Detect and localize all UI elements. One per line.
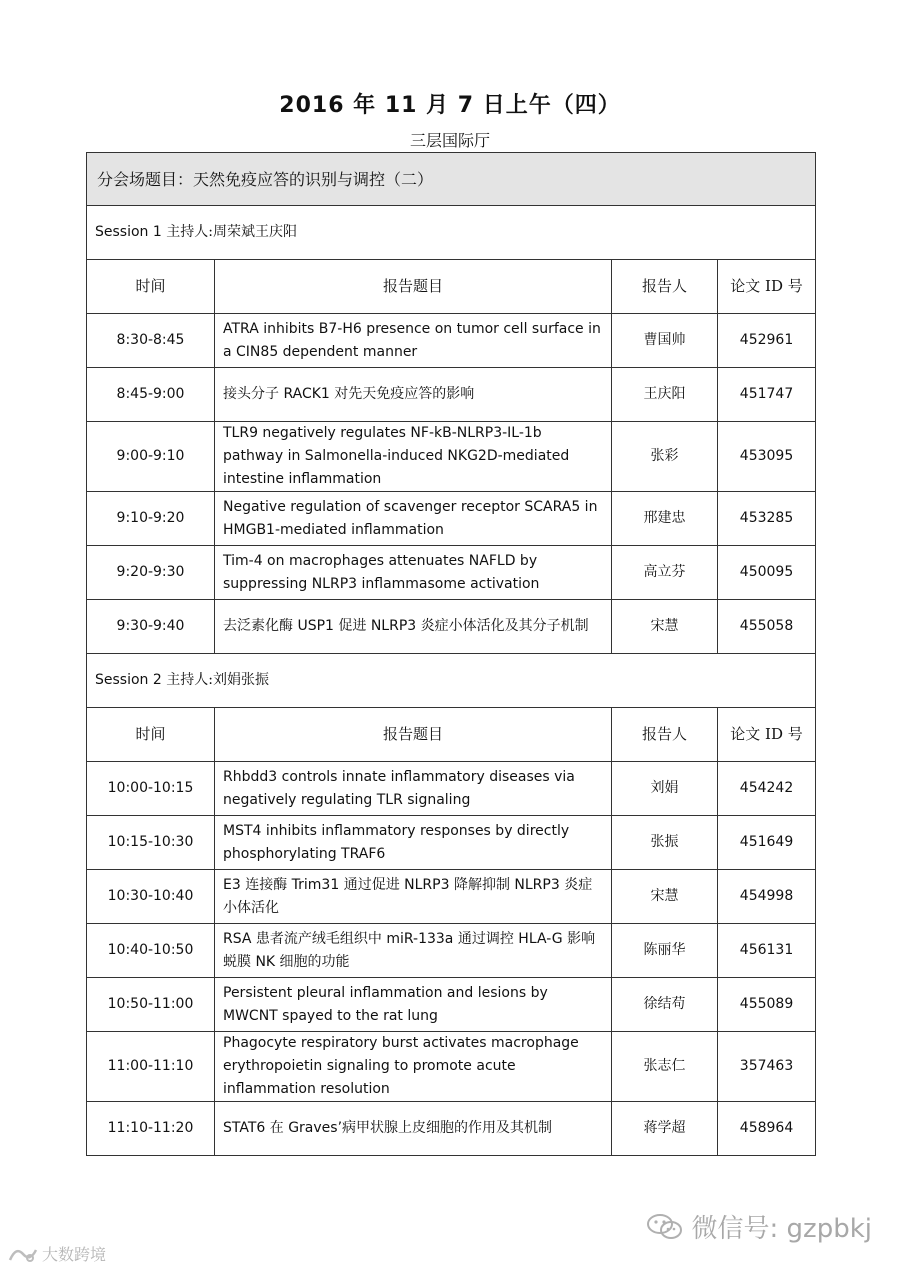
table-row [87, 422, 816, 492]
cell-topic: 去泛素化酶 USP1 促进 NLRP3 炎症小体活化及其分子机制 [215, 600, 612, 654]
cell-paper-id: 357463 [718, 1032, 816, 1102]
cell-time: 11:00-11:10 [87, 1032, 215, 1102]
column-header-row [87, 708, 816, 762]
cell-paper-id: 450095 [718, 546, 816, 600]
cell-speaker: 高立芬 [612, 546, 718, 600]
table-row [87, 1032, 816, 1102]
wechat-icon [646, 1213, 684, 1241]
cell-topic: Tim-4 on macrophages attenuates NAFLD by suppressing NLRP3 inflammasome activation [215, 546, 612, 600]
header-paper-id: 论文 ID 号 [718, 708, 816, 762]
cell-speaker: 宋慧 [612, 600, 718, 654]
cell-topic: 接头分子 RACK1 对先天免疫应答的影响 [215, 368, 612, 422]
column-header-row [87, 260, 816, 314]
cell-speaker: 刘娟 [612, 762, 718, 816]
header-topic: 报告题目 [215, 260, 612, 314]
cell-topic: TLR9 negatively regulates NF-kB-NLRP3-IL-1b pathway in Salmonella-induced NKG2D-mediated intestine inflammation [215, 422, 612, 492]
cell-topic: E3 连接酶 Trim31 通过促进 NLRP3 降解抑制 NLRP3 炎症小体活化 [215, 870, 612, 924]
header-topic: 报告题目 [215, 708, 612, 762]
session-banner-row [87, 153, 816, 206]
table-row [87, 1102, 816, 1156]
session-label: Session 2 [95, 672, 162, 688]
table-row [87, 762, 816, 816]
session-heading [87, 206, 816, 260]
table-row [87, 924, 816, 978]
table-row [87, 492, 816, 546]
session-heading-row [87, 654, 816, 708]
table-row [87, 600, 816, 654]
cell-topic: MST4 inhibits inflammatory responses by directly phosphorylating TRAF6 [215, 816, 612, 870]
cell-paper-id: 454242 [718, 762, 816, 816]
footer-logo-text: 大数跨境 [42, 1245, 107, 1264]
table-row [87, 870, 816, 924]
cell-topic: Persistent pleural inflammation and lesions by MWCNT spayed to the rat lung [215, 978, 612, 1032]
session-label: Session 1 [95, 224, 162, 240]
cell-time: 10:50-11:00 [87, 978, 215, 1032]
cell-time: 9:00-9:10 [87, 422, 215, 492]
cell-time: 8:30-8:45 [87, 314, 215, 368]
cell-speaker: 邢建忠 [612, 492, 718, 546]
cell-paper-id: 458964 [718, 1102, 816, 1156]
header-speaker: 报告人 [612, 260, 718, 314]
cell-paper-id: 455089 [718, 978, 816, 1032]
table-row [87, 816, 816, 870]
cell-topic: Phagocyte respiratory burst activates macrophage erythropoietin signaling to promote acute inflammation resolution [215, 1032, 612, 1102]
table-row [87, 368, 816, 422]
cell-paper-id: 451747 [718, 368, 816, 422]
cell-paper-id: 455058 [718, 600, 816, 654]
cell-speaker: 曹国帅 [612, 314, 718, 368]
cell-paper-id: 452961 [718, 314, 816, 368]
wechat-watermark [646, 1208, 872, 1245]
session-chairs: 主持人:周荣斌王庆阳 [166, 224, 297, 240]
cell-paper-id: 451649 [718, 816, 816, 870]
venue-label: 三层国际厅 [409, 131, 490, 150]
schedule-table [86, 152, 816, 1156]
cell-topic: RSA 患者流产绒毛组织中 miR-133a 通过调控 HLA-G 影响蜕膜 NK 细胞的功能 [215, 924, 612, 978]
cell-speaker: 张彩 [612, 422, 718, 492]
cell-time: 11:10-11:20 [87, 1102, 215, 1156]
cell-paper-id: 454998 [718, 870, 816, 924]
cell-time: 10:30-10:40 [87, 870, 215, 924]
table-row [87, 314, 816, 368]
cell-topic: STAT6 在 Graves’病甲状腺上皮细胞的作用及其机制 [215, 1102, 612, 1156]
table-row [87, 546, 816, 600]
cell-paper-id: 456131 [718, 924, 816, 978]
cell-paper-id: 453095 [718, 422, 816, 492]
cell-time: 9:10-9:20 [87, 492, 215, 546]
header-paper-id: 论文 ID 号 [718, 260, 816, 314]
cell-time: 10:00-10:15 [87, 762, 215, 816]
header-time: 时间 [87, 260, 215, 314]
session-heading [87, 654, 816, 708]
cell-time: 9:30-9:40 [87, 600, 215, 654]
cell-topic: Rhbdd3 controls innate inflammatory diseases via negatively regulating TLR signaling [215, 762, 612, 816]
page-title: 2016 年 11 月 7 日上午（四） [279, 93, 621, 118]
cell-speaker: 张志仁 [612, 1032, 718, 1102]
watermark-text: 微信号: gzpbkj [691, 1214, 872, 1244]
cell-topic: ATRA inhibits B7-H6 presence on tumor cell surface in a CIN85 dependent manner [215, 314, 612, 368]
cell-paper-id: 453285 [718, 492, 816, 546]
session-heading-row [87, 206, 816, 260]
header-time: 时间 [87, 708, 215, 762]
cell-time: 10:40-10:50 [87, 924, 215, 978]
cell-speaker: 徐结苟 [612, 978, 718, 1032]
cell-speaker: 王庆阳 [612, 368, 718, 422]
cell-speaker: 宋慧 [612, 870, 718, 924]
session-chairs: 主持人:刘娟张振 [166, 672, 269, 688]
brand-logo-icon [8, 1244, 38, 1264]
cell-time: 10:15-10:30 [87, 816, 215, 870]
cell-speaker: 陈丽华 [612, 924, 718, 978]
cell-time: 8:45-9:00 [87, 368, 215, 422]
footer-logo [8, 1242, 106, 1265]
cell-topic: Negative regulation of scavenger receptor SCARA5 in HMGB1-mediated inflammation [215, 492, 612, 546]
table-row [87, 978, 816, 1032]
cell-time: 9:20-9:30 [87, 546, 215, 600]
session-banner: 分会场题目：天然免疫应答的识别与调控（二） [87, 153, 816, 206]
cell-speaker: 蒋学超 [612, 1102, 718, 1156]
cell-speaker: 张振 [612, 816, 718, 870]
header-speaker: 报告人 [612, 708, 718, 762]
